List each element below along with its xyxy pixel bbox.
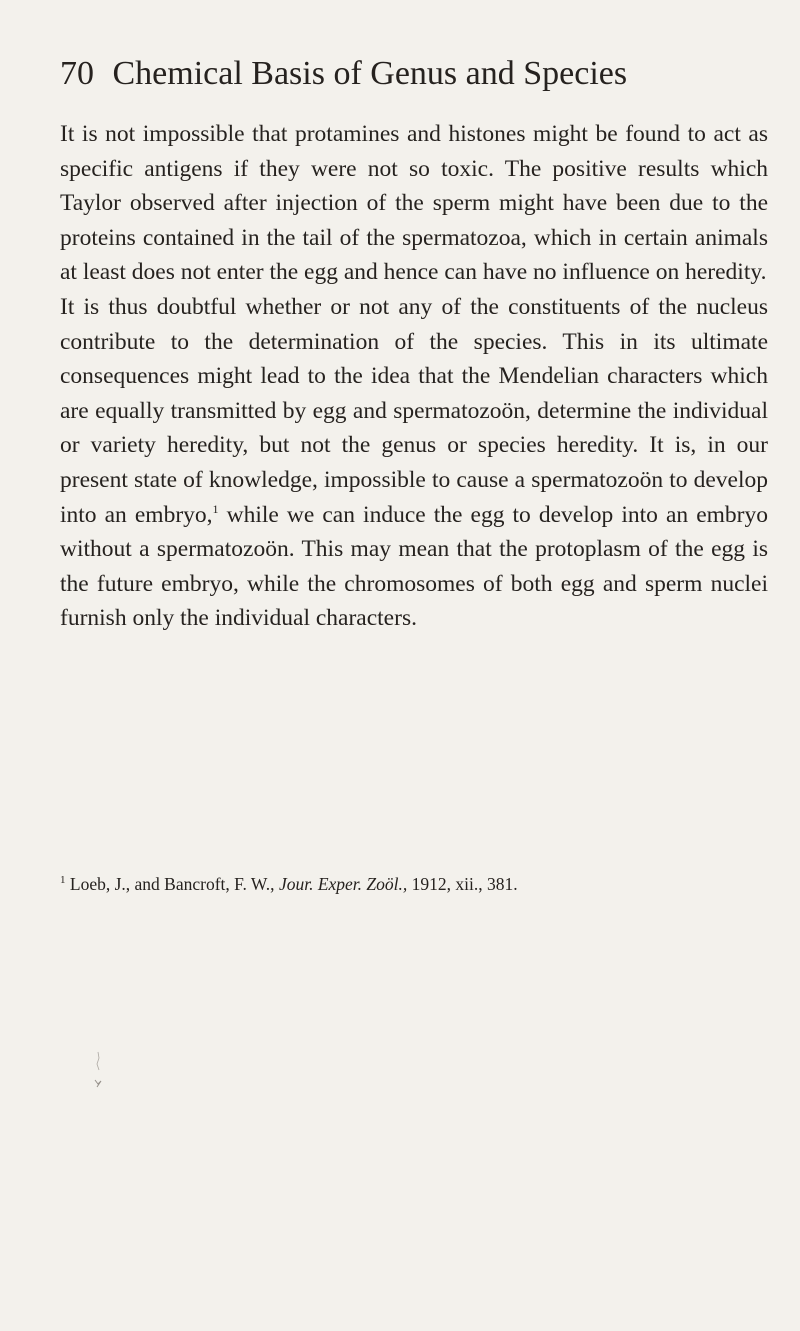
running-header xyxy=(60,52,760,96)
paragraph-2-text-before-ref: It is thus doubtful whether or not any of the constituents of the nucleus contribute to the determination of the species. This in its ultimate consequences might lead to the idea that the Mendelian characters which are equally transmitted by egg and spermatozoön, determine the individual or variety heredity, but not the genus or species heredity. It is, in our present state of knowledge, impossible to cause a spermatozoön to develop into an embryo, xyxy=(60,293,768,528)
paragraph-1: It is not impossible that protamines and histones might be found to act as specific antigens if they were not so toxic. The positive results which Taylor observed after injection of the sperm might have been due to the proteins contained in the tail of the spermatozoa, which in certain animals at least does not enter the egg and hence can have no influence on heredity. xyxy=(60,121,768,286)
footnote xyxy=(60,872,768,896)
paragraph-2-text-after-ref: while we can induce the egg to develop into an embryo without a spermatozoön. This may mean that the protoplasm of the egg is the future embryo, while the chromosomes of both egg and sperm nuclei furnish only the individual characters. xyxy=(60,501,768,632)
footnote-reference: 1 xyxy=(212,501,219,516)
paragraph-2 xyxy=(60,290,768,636)
body-text xyxy=(60,117,768,636)
page-number: 70 xyxy=(60,55,94,92)
footnote-citation: 1912, xii., 381. xyxy=(411,874,518,894)
footnote-journal: Jour. Exper. Zoöl., xyxy=(278,874,408,894)
footnote-authors: Loeb, J., and Bancroft, F. W., xyxy=(69,874,275,894)
paper-smudge-mark xyxy=(92,1050,104,1090)
running-title: Chemical Basis of Genus and Species xyxy=(112,55,628,92)
footnote-marker: 1 xyxy=(60,874,66,887)
